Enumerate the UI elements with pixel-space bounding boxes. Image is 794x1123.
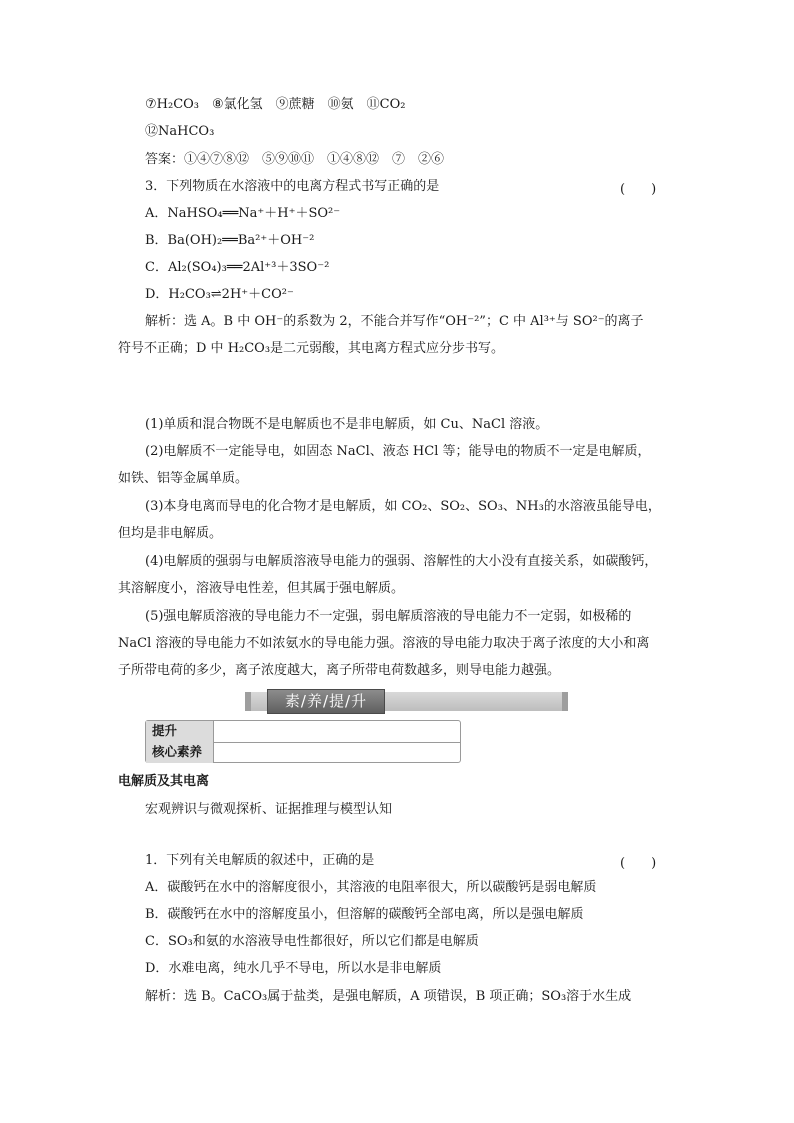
section-title: 电解质及其电离 xyxy=(118,774,210,789)
note-5-cont: NaCl 溶液的导电能力不如浓氨水的导电能力强。溶液的导电能力取决于离子浓度的大小和离 xyxy=(118,636,650,651)
note-2: (2)电解质不一定能导电，如固态 NaCl、液态 HCl 等；能导电的物质不一定是电解质， xyxy=(145,444,651,459)
note-4: (4)电解质的强弱与电解质溶液导电能力的强弱、溶解性的大小没有直接关系，如碳酸钙， xyxy=(145,554,658,569)
table-row xyxy=(146,721,460,743)
section-subtitle: 宏观辨识与微观探析、证据推理与模型认知 xyxy=(145,802,393,817)
q3-analysis: 解析：选 A。B 中 OH⁻的系数为 2，不能合并写作“OH⁻²”；C 中 Al³⁺与 SO²⁻的离子 xyxy=(145,314,644,329)
q1-answer-blank: ( ) xyxy=(620,856,657,871)
q3-option-c: C．Al₂(SO₄)₃══2Al⁺³＋3SO⁻² xyxy=(145,260,330,275)
table-label-cell: 提升 xyxy=(146,721,214,742)
q1-option-c: C．SO₃和氨的水溶液导电性都很好，所以它们都是电解质 xyxy=(145,934,479,949)
q-prev-options-line: ⑦H₂CO₃ ⑧氯化氢 ⑨蔗糖 ⑩氨 ⑪CO₂ xyxy=(145,97,406,112)
q3-analysis-cont: 符号不正确；D 中 H₂CO₃是二元弱酸，其电离方程式应分步书写。 xyxy=(118,341,505,356)
table-label-cell: 核心素养 xyxy=(146,742,214,763)
q-prev-options-line-2: ⑫NaHCO₃ xyxy=(145,124,215,139)
banner-right-edge xyxy=(562,692,568,711)
banner-left-edge xyxy=(245,692,251,711)
literacy-table xyxy=(145,720,461,763)
q1-analysis: 解析：选 B。CaCO₃属于盐类，是强电解质，A 项错误，B 项正确；SO₃溶于水生成 xyxy=(145,989,632,1004)
table-row xyxy=(146,742,460,763)
note-2-cont: 如铁、铝等金属单质。 xyxy=(118,471,249,486)
q3-answer-blank: ( ) xyxy=(620,182,657,197)
q1-option-b: B．碳酸钙在水中的溶解度虽小，但溶解的碳酸钙全部电离，所以是强电解质 xyxy=(145,907,584,922)
note-5: (5)强电解质溶液的导电能力不一定强，弱电解质溶液的导电能力不一定弱，如极稀的 xyxy=(145,609,632,624)
q3-stem: 3．下列物质在水溶液中的电离方程式书写正确的是 xyxy=(145,179,440,194)
note-1: (1)单质和混合物既不是电解质也不是非电解质，如 Cu、NaCl 溶液。 xyxy=(145,417,549,432)
note-3: (3)本身电离而导电的化合物才是电解质，如 CO₂、SO₂、SO₃、NH₃的水溶液虽能导电， xyxy=(145,499,661,514)
note-5-cont-2: 子所带电荷的多少，离子浓度越大，离子所带电荷数越多，则导电能力越强。 xyxy=(118,663,561,678)
section-banner xyxy=(245,692,568,711)
q1-stem: 1．下列有关电解质的叙述中，正确的是 xyxy=(145,853,375,868)
q-prev-answer: 答案：①④⑦⑧⑫ ⑤⑨⑩⑪ ①④⑧⑫ ⑦ ②⑥ xyxy=(145,152,445,167)
q3-option-a: A．NaHSO₄══Na⁺＋H⁺＋SO²⁻ xyxy=(145,206,341,221)
q1-option-d: D．水难电离，纯水几乎不导电，所以水是非电解质 xyxy=(145,961,442,976)
q3-option-b: B．Ba(OH)₂══Ba²⁺＋OH⁻² xyxy=(145,233,315,248)
note-3-cont: 但均是非电解质。 xyxy=(118,526,223,541)
q1-option-a: A．碳酸钙在水中的溶解度很小，其溶液的电阻率很大，所以碳酸钙是弱电解质 xyxy=(145,880,597,895)
note-4-cont: 其溶解度小，溶液导电性差，但其属于强电解质。 xyxy=(118,581,405,596)
q3-option-d: D．H₂CO₃⇌2H⁺＋CO²⁻ xyxy=(145,287,294,302)
banner-label: 素/养/提/升 xyxy=(267,689,385,714)
